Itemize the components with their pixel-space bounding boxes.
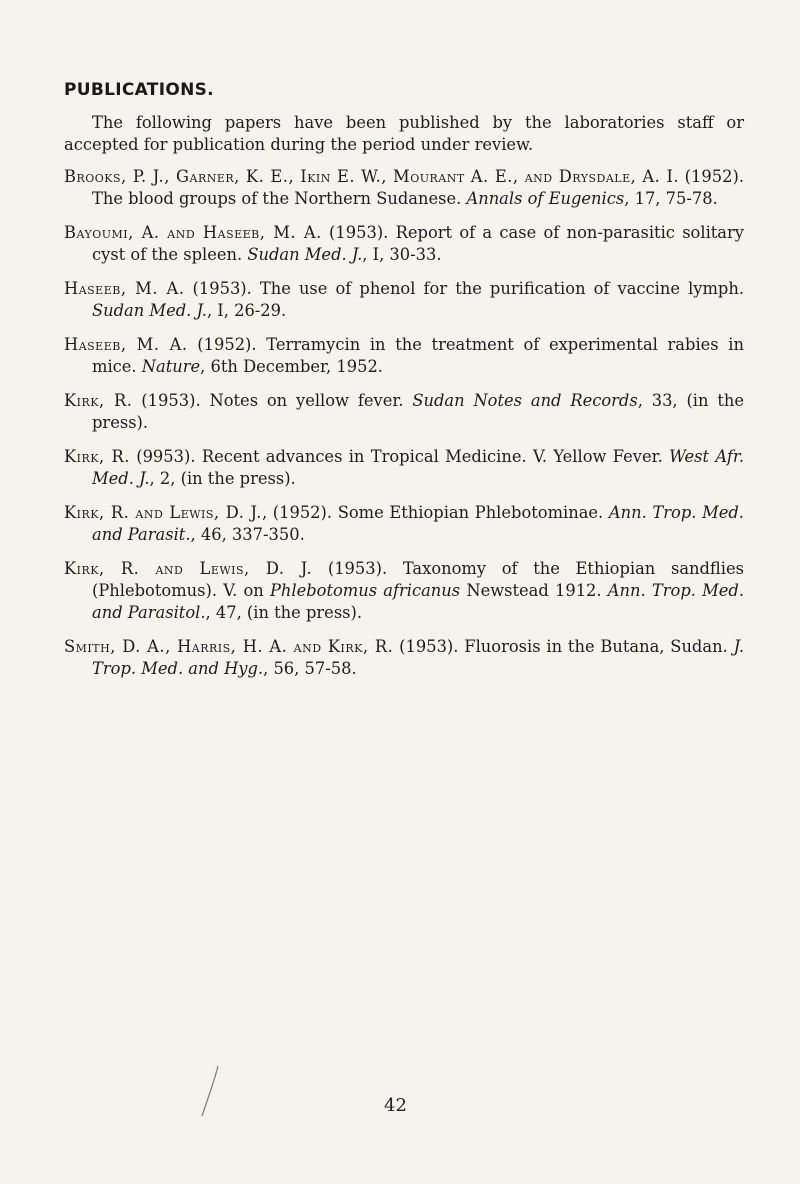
reference-authors: Smith, D. A., Harris, H. A. and Kirk, R. — [64, 637, 394, 656]
reference-text: (1952). The blood groups of the Northern Sudanese. — [92, 167, 744, 208]
reference-rest: , 47, (in the press). — [205, 603, 363, 622]
reference-text: (1952). Terramycin in the treatment of experimental rabies in mice. — [92, 335, 744, 376]
reference-journal: Sudan Med. J. — [247, 245, 363, 264]
reference-authors: Kirk, R. — [64, 447, 130, 466]
reference-authors: Kirk, R. and Lewis, D. J. — [64, 559, 313, 578]
reference-journal: West Afr. Med. J. — [92, 447, 745, 488]
reference-item — [64, 558, 744, 624]
reference-text: (9953). Recent advances in Tropical Medicine. V. Yellow Fever. — [129, 447, 670, 466]
reference-item — [64, 222, 744, 266]
page-number: 42 — [384, 1095, 407, 1116]
reference-item — [64, 166, 744, 210]
reference-text: (1953). Taxonomy of the Ethiopian sandflies (Phlebotomus). V. on — [92, 559, 744, 600]
reference-journal: Annals of Eugenics — [466, 189, 625, 208]
reference-text: (1953). Fluorosis in the Butana, Sudan. — [393, 637, 734, 656]
reference-text: (1953). Notes on yellow fever. — [132, 391, 413, 410]
reference-item — [64, 334, 744, 378]
reference-rest: , I, 26-29. — [206, 301, 287, 320]
reference-journal: Sudan Notes and Records — [412, 391, 638, 410]
reference-authors: Kirk, R. — [64, 391, 133, 410]
reference-journal: Phlebotomus africanus — [269, 581, 461, 600]
reference-rest: Newstead 1912. — [460, 581, 608, 600]
reference-journal: Nature — [141, 357, 201, 376]
intro-paragraph: The following papers have been published by the laboratories staff or accepted for publication during the period under review. — [64, 113, 744, 154]
reference-item — [64, 446, 744, 490]
reference-item — [64, 390, 744, 434]
reference-authors: Bayoumi, A. and Haseeb, M. A. — [64, 223, 322, 242]
reference-rest: , 46, 337-350. — [190, 525, 305, 544]
reference-rest: , 56, 57-58. — [263, 659, 357, 678]
reference-item — [64, 502, 744, 546]
reference-authors: Kirk, R. and Lewis, D. J. — [64, 503, 262, 522]
reference-rest: , 33, (in the press). — [92, 391, 744, 432]
reference-journal: Ann. Trop. Med. and Parasitol. — [92, 581, 744, 622]
reference-item — [64, 636, 744, 680]
reference-authors: Haseeb, M. A. — [64, 335, 188, 354]
reference-rest: , 2, (in the press). — [149, 469, 296, 488]
reference-text: (1953). The use of phenol for the purification of vaccine lymph. — [184, 279, 744, 298]
reference-rest: , 17, 75-78. — [624, 189, 718, 208]
section-heading: PUBLICATIONS. — [64, 80, 214, 100]
reference-journal: Ann. Trop. Med. and Parasit. — [92, 503, 744, 544]
reference-authors: Haseeb, M. A. — [64, 279, 185, 298]
reference-authors: Brooks, P. J., Garner, K. E., Ikin E. W., Mourant A. E., and Drysdale, A. I. — [64, 167, 680, 186]
reference-journal: Sudan Med. J. — [92, 301, 207, 320]
reference-journal: J. Trop. Med. and Hyg. — [92, 637, 744, 678]
reference-list — [64, 166, 744, 692]
reference-text: , (1952). Some Ethiopian Phlebotominae. — [261, 503, 609, 522]
reference-text: (1953). Report of a case of non-parasitic solitary cyst of the spleen. — [92, 223, 745, 264]
reference-item — [64, 278, 744, 322]
reference-rest: , 6th December, 1952. — [200, 357, 383, 376]
reference-rest: , I, 30-33. — [362, 245, 442, 264]
pencil-mark — [196, 1062, 236, 1122]
